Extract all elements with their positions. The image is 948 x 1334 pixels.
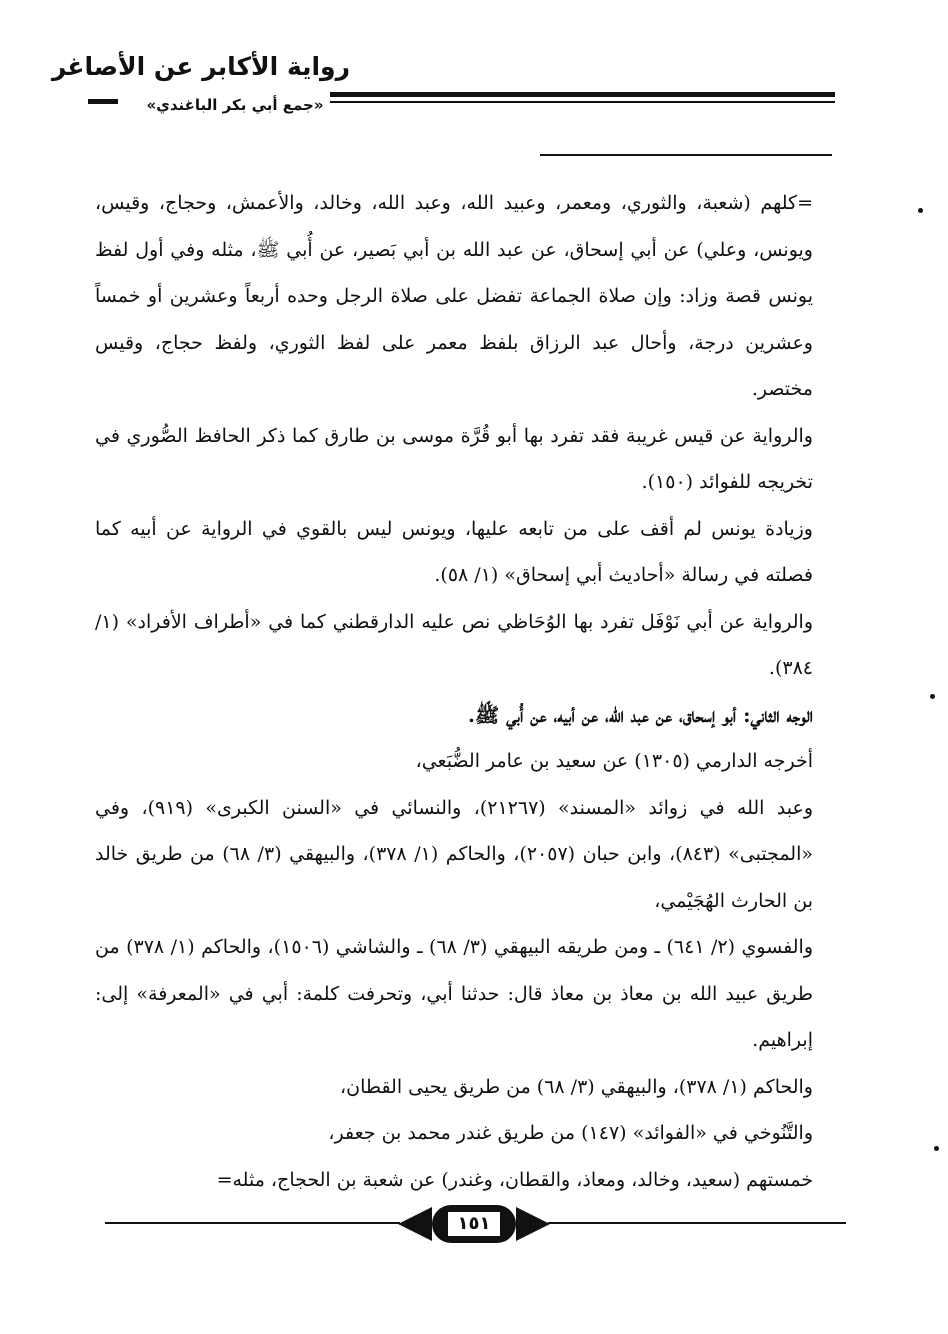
page-body bbox=[95, 180, 813, 1203]
paragraph-1: =كلهم (شعبة، والثوري، ومعمر، وعبيد الله، وعبد الله، وخالد، والأعمش، وحجاج، وقيس، ويونس، وعلي) عن أبي إسحاق، عن عبد الله بن أبي بَصير، عن أُبي ﷺ، مثله وفي أول لفظ يونس قصة وزاد: وإن صلاة الجماعة تفضل على صلاة الرجل وحده أربعاً وعشرين أو خمساً وعشرين درجة، وأحال عبد الرزاق بلفظ معمر على لفظ الثوري، ولفظ حجاج، وقيس مختصر. bbox=[95, 192, 813, 400]
header-rule-right bbox=[330, 92, 835, 97]
footer-ornament-left-icon bbox=[398, 1207, 432, 1241]
paragraph-10: والتَّنُوخي في «الفوائد» (١٤٧) من طريق غندر محمد بن جعفر، bbox=[328, 1122, 813, 1144]
page-number: ١٥١ bbox=[446, 1210, 502, 1238]
section-heading: الوجه الثاني: أبو إسحاق، عن عبد الله، عن أبيه، عن أُبي ﷺ. bbox=[468, 702, 813, 727]
paragraph-9: والحاكم (١/ ٣٧٨)، والبيهقي (٣/ ٦٨) من طريق يحيى القطان، bbox=[339, 1075, 813, 1098]
footer-rule-left bbox=[105, 1222, 400, 1224]
footer-ornament-right-icon bbox=[516, 1207, 550, 1241]
paragraph-4: والرواية عن أبي نَوْفَل تفرد بها الوُحَاظي نص عليه الدارقطني كما في «أطراف الأفراد» (١/ ٣٨٤). bbox=[95, 610, 813, 679]
margin-speck-icon bbox=[934, 1146, 939, 1151]
header-rule-left bbox=[88, 99, 118, 104]
paragraph-11: خمستهم (سعيد، وخالد، ومعاذ، والقطان، وغندر) عن شعبة بن الحجاج، مثله= bbox=[216, 1168, 813, 1191]
paragraph-8: والفسوي (٢/ ٦٤١) ـ ومن طريقه البيهقي (٣/ ٦٨) ـ والشاشي (١٥٠٦)، والحاكم (١/ ٣٧٨) من طريق عبيد الله بن معاذ بن معاذ قال: حدثنا أبي، وتحرفت كلمة: أبي في «المعرفة» إلى: إبراهيم. bbox=[95, 936, 814, 1051]
margin-speck-icon bbox=[930, 694, 935, 699]
paragraph-2: والرواية عن قيس غريبة فقد تفرد بها أبو قُرَّة موسى بن طارق كما ذكر الحافظ الصُّوري في تخريجه للفوائد (١٥٠). bbox=[95, 424, 813, 493]
footer-rule-right bbox=[548, 1222, 846, 1224]
footnote-separator bbox=[540, 154, 832, 156]
header-rule-right-lower bbox=[330, 101, 835, 103]
margin-speck-icon bbox=[918, 208, 923, 213]
page-number-frame bbox=[432, 1205, 516, 1243]
paragraph-3: وزيادة يونس لم أقف على من تابعه عليها، ويونس ليس بالقوي في الرواية عن أبيه كما فصلته في رسالة «أحاديث أبي إسحاق» (١/ ٥٨). bbox=[95, 517, 813, 586]
running-head-title: رواية الأكابر عن الأصاغر bbox=[51, 52, 350, 81]
running-head-subtitle: «جمع أبي بكر الباغندي» bbox=[146, 96, 324, 114]
paragraph-7: وعبد الله في زوائد «المسند» (٢١٢٦٧)، والنسائي في «السنن الكبرى» (٩١٩)، وفي «المجتبى» (٨٤٣)، وابن حبان (٢٠٥٧)، والحاكم (١/ ٣٧٨)، والبيهقي (٣/ ٦٨) من طريق خالد بن الحارث الهُجَيْمي، bbox=[95, 796, 814, 912]
paragraph-6: أخرجه الدارمي (١٣٠٥) عن سعيد بن عامر الضُّبَعي، bbox=[415, 750, 813, 772]
